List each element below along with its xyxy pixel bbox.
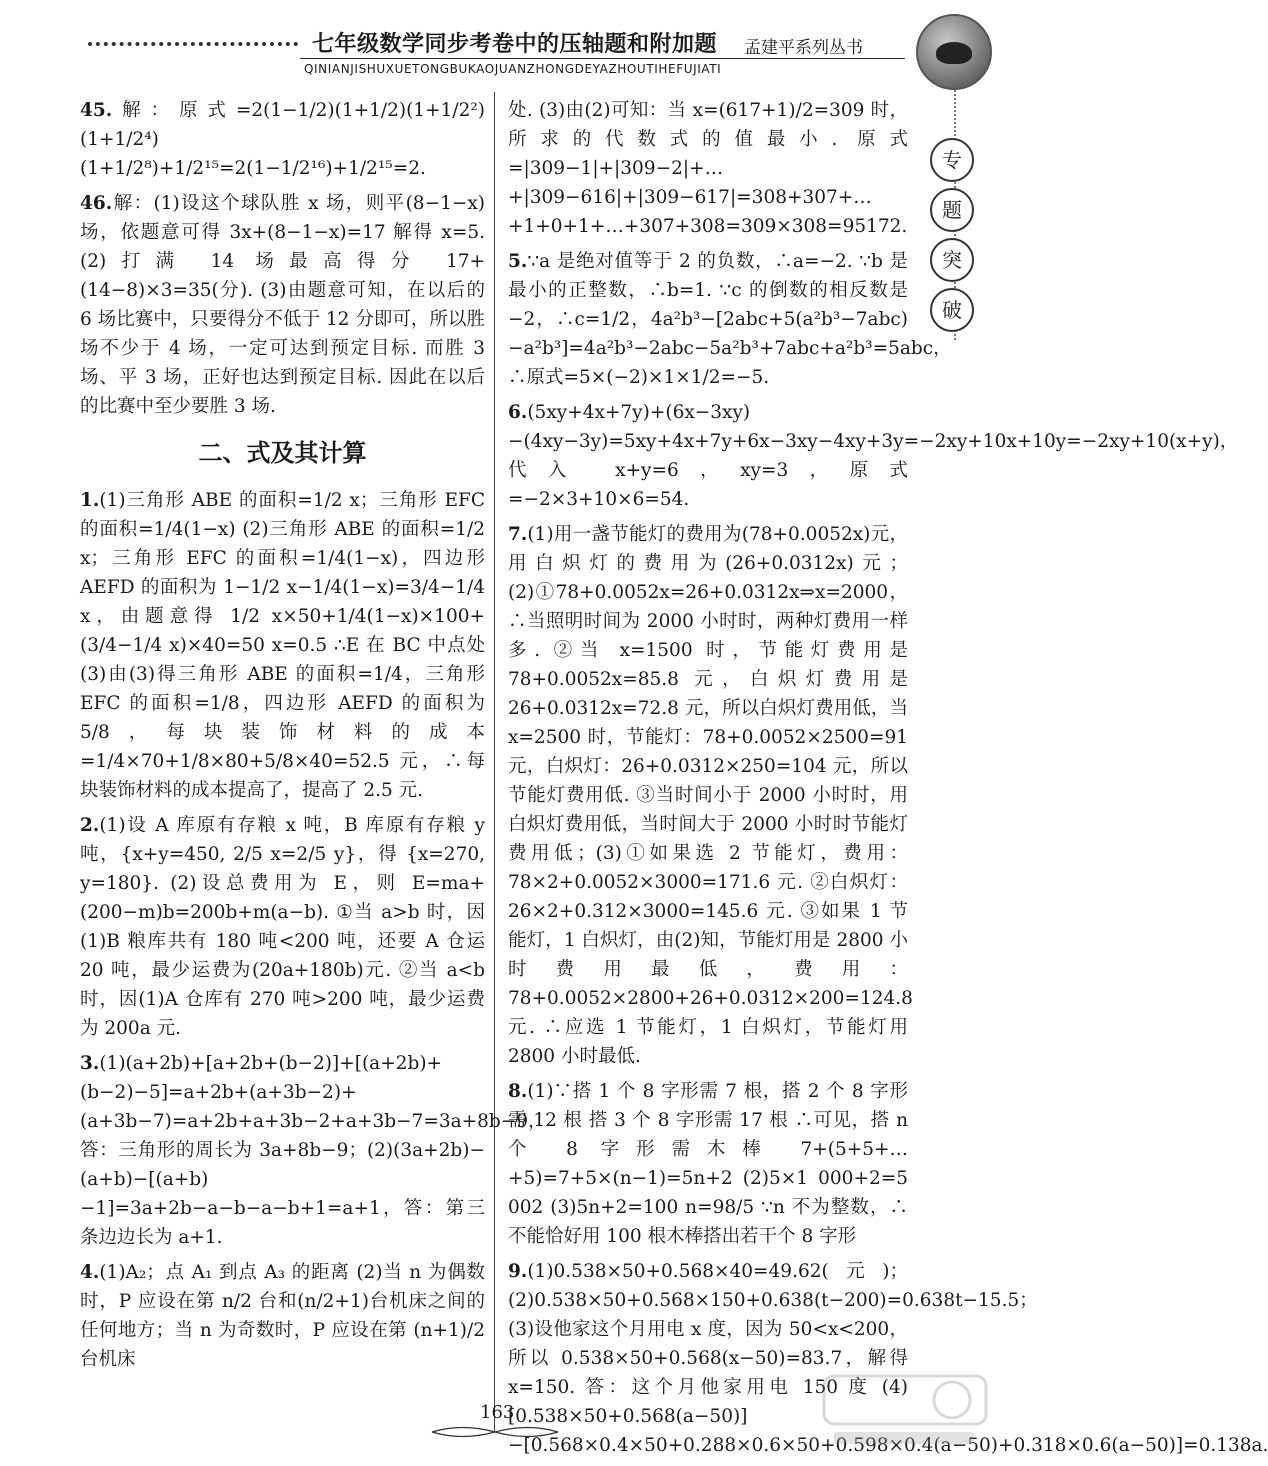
answer-1 bbox=[80, 486, 485, 805]
series-name: 孟建平系列丛书 bbox=[744, 38, 863, 58]
watermark-logo bbox=[820, 1370, 990, 1450]
answer-text: (1)A₂；点 A₁ 到点 A₃ 的距离 (2)当 n 为偶数时，P 应设在第 n/2 台和(n/2+1)台机床之间的任何地方；当 n 为奇数时，P 应设在第 (n+1)/2 台机床 bbox=[80, 1262, 485, 1370]
answer-4 bbox=[80, 1258, 485, 1374]
answer-number: 7. bbox=[508, 524, 528, 545]
answer-text: (1)用一盏节能灯的费用为(78+0.0052x)元，用白炽灯的费用为(26+0.0312x)元；(2)①78+0.0052x=26+0.0312x⇒x=2000，∴当照明时间为 2000 小时时，两种灯费用一样多. ②当 x=1500 时，节能灯费用是 78+0.0052x=85.8 元，白炽灯费用是 26+0.0312x=72.8 元，所以白炽灯费用低，当 x=2500 时，节能灯：78+0.0052×2500=91 元，白炽灯：26+0.0312×250=104 元，所以节能灯费用低. ③当时间小于 2000 小时时，用白炽灯费用低，当时间大于 2000 小时时节能灯费用低；(3)①如果选 2 节能灯，费用：78×2+0.0052×3000=171.6 元. ②白炽灯：26×2+0.312×3000=145.6 元. ③如果 1 节能灯，1 白炽灯，由(2)知，节能灯用是 2800 小时费用最低，费用：78+0.0052×2800+26+0.0312×200=124.8 元. ∴应选 1 节能灯，1 白炽灯，节能灯用 2800 小时最低. bbox=[508, 524, 913, 1067]
answer-2 bbox=[80, 811, 485, 1043]
answer-text: (1)设 A 库原有存粮 x 吨，B 库原有存粮 y 吨，{x+y=450, 2/5 x=2/5 y}，得 {x=270, y=180}. (2)设总费用为 E，则 E=ma+(200−m)b=200b+m(a−b). ①当 a>b 时，因(1)B 粮库共有 180 吨<200 吨，还要 A 仓运 20 吨，最少运费为(20a+180b)元. ②当 a<b 时，因(1)A 仓库有 270 吨>200 吨，最少运费为 200a 元. bbox=[80, 815, 485, 1039]
answer-number: 4. bbox=[80, 1262, 100, 1283]
side-tab-4: 破 bbox=[930, 288, 974, 332]
left-column bbox=[80, 96, 547, 1380]
column-divider bbox=[494, 92, 495, 1432]
answer-number: 1. bbox=[80, 490, 100, 511]
answer-number: 2. bbox=[80, 815, 100, 836]
right-column bbox=[508, 96, 1268, 1466]
badge-emblem-icon bbox=[936, 42, 972, 64]
answer-4-continued bbox=[508, 96, 908, 241]
answer-number: 5. bbox=[508, 251, 528, 272]
answer-number: 3. bbox=[80, 1053, 100, 1074]
answer-text: 处. (3)由(2)可知：当 x=(617+1)/2=309 时，所求的代数式的值最小. 原式=|309−1|+|309−2|+…+|309−616|+|309−617|=308+307+…+1+0+1+…+307+308=309×308=95172. bbox=[508, 100, 908, 237]
answer-6 bbox=[508, 398, 1239, 514]
side-tab-3: 突 bbox=[930, 238, 974, 282]
page-number: 163 bbox=[480, 1402, 515, 1423]
answer-text: (5xy+4x+7y)+(6x−3xy)−(4xy−3y)=5xy+4x+7y+6x−3xy−4xy+3y=−2xy+10x+10y=−2xy+10(x+y)，代入 x+y=6，xy=3，原式=−2×3+10×6=54. bbox=[508, 402, 1239, 510]
title-pinyin: QINIANJISHUXUETONGBUKAOJUANZHONGDEYAZHOUTIHEFUJIATI bbox=[304, 62, 722, 76]
answer-7 bbox=[508, 520, 913, 1071]
answer-46 bbox=[80, 189, 485, 421]
answer-text: 解：原式=2(1−1/2)(1+1/2)(1+1/2²)(1+1/2⁴)(1+1/2⁸)+1/2¹⁵=2(1−1/2¹⁶)+1/2¹⁵=2. bbox=[80, 100, 485, 179]
header-dots bbox=[88, 42, 298, 46]
header-rule bbox=[300, 58, 905, 59]
answer-text: (1)(a+2b)+[a+2b+(b−2)]+[(a+2b)+(b−2)−5]=a+2b+(a+3b−2)+(a+3b−7)=a+2b+a+3b−2+a+3b−7=3a+8b−9，答：三角形的周长为 3a+8b−9；(2)(3a+2b)−(a+b)−[(a+b)−1]=3a+2b−a−b−a−b+1=a+1，答：第三条边边长为 a+1. bbox=[80, 1053, 547, 1248]
side-tab-2: 题 bbox=[930, 188, 974, 232]
answer-5 bbox=[508, 247, 952, 392]
answer-8 bbox=[508, 1077, 908, 1251]
answer-number: 9. bbox=[508, 1261, 528, 1282]
answer-text: 解：(1)设这个球队胜 x 场，则平(8−1−x)场，依题意可得 3x+(8−1−x)=17 解得 x=5. (2)打满 14 场最高得分 17+(14−8)×3=35(分). (3)由题意可知，在以后的 6 场比赛中，只要得分不低于 12 分即可，所以胜场不少于 4 场，一定可达到预定目标. 而胜 3 场、平 3 场，正好也达到预定目标. 因此在以后的比赛中至少要胜 3 场. bbox=[80, 193, 485, 417]
series-badge-logo bbox=[916, 14, 992, 90]
answer-text: (1)0.538×50+0.568×40=49.62(元)；(2)0.538×50+0.568×150+0.638(t−200)=0.638t−15.5；(3)设他家这个月用电 x 度，因为 50<x<200，所以 0.538×50+0.568(x−50)=83.7，解得 x=150. 答：这个月他家用电 150 度 (4)[0.538×50+0.568(a−50)]−[0.568×0.4×50+0.288×0.6×50+0.598×0.4(a−50)+0.318×0.6(a−50)]=0.138a. bbox=[508, 1261, 1268, 1456]
answer-3 bbox=[80, 1049, 547, 1252]
section-title: 二、式及其计算 bbox=[198, 439, 367, 467]
book-title: 七年级数学同步考卷中的压轴题和附加题 bbox=[312, 31, 718, 57]
answer-number: 46. bbox=[80, 193, 113, 214]
page-ornament-icon bbox=[430, 1425, 560, 1439]
answer-text: (1)三角形 ABE 的面积=1/2 x；三角形 EFC 的面积=1/4(1−x) (2)三角形 ABE 的面积=1/2 x；三角形 EFC 的面积=1/4(1−x)，四边形 AEFD 的面积为 1−1/2 x−1/4(1−x)=3/4−1/4 x，由题意得 1/2 x×50+1/4(1−x)×100+(3/4−1/4 x)×40=50 x=0.5 ∴E 在 BC 中点处 (3)由(3)得三角形 ABE 的面积=1/4，三角形 EFC 的面积=1/8，四边形 AEFD 的面积为 5/8，每块装饰材料的成本=1/4×70+1/8×80+5/8×40=52.5 元，∴每块装饰材料的成本提高了，提高了 2.5 元. bbox=[80, 490, 485, 801]
answer-45 bbox=[80, 96, 485, 183]
answer-number: 45. bbox=[80, 100, 113, 121]
side-tab-1: 专 bbox=[930, 138, 974, 182]
answer-text: ∵a 是绝对值等于 2 的负数，∴a=−2. ∵b 是最小的正整数，∴b=1. ∵c 的倒数的相反数是 −2，∴c=1/2，4a²b³−[2abc+5(a²b³−7abc)−a²b³]=4a²b³−2abc−5a²b³+7abc+a²b³=5abc，∴原式=5×(−2)×1×1/2=−5. bbox=[508, 251, 952, 388]
answer-text: (1)∵搭 1 个 8 字形需 7 根，搭 2 个 8 字形需 12 根 搭 3 个 8 字形需 17 根 ∴可见，搭 n 个 8 字形需木棒 7+(5+5+…+5)=7+5×(n−1)=5n+2 (2)5×1 000+2=5 002 (3)5n+2=100 n=98/5 ∵n 不为整数，∴不能恰好用 100 根木棒搭出若干个 8 字形 bbox=[508, 1081, 908, 1247]
answer-number: 6. bbox=[508, 402, 528, 423]
answer-number: 8. bbox=[508, 1081, 528, 1102]
